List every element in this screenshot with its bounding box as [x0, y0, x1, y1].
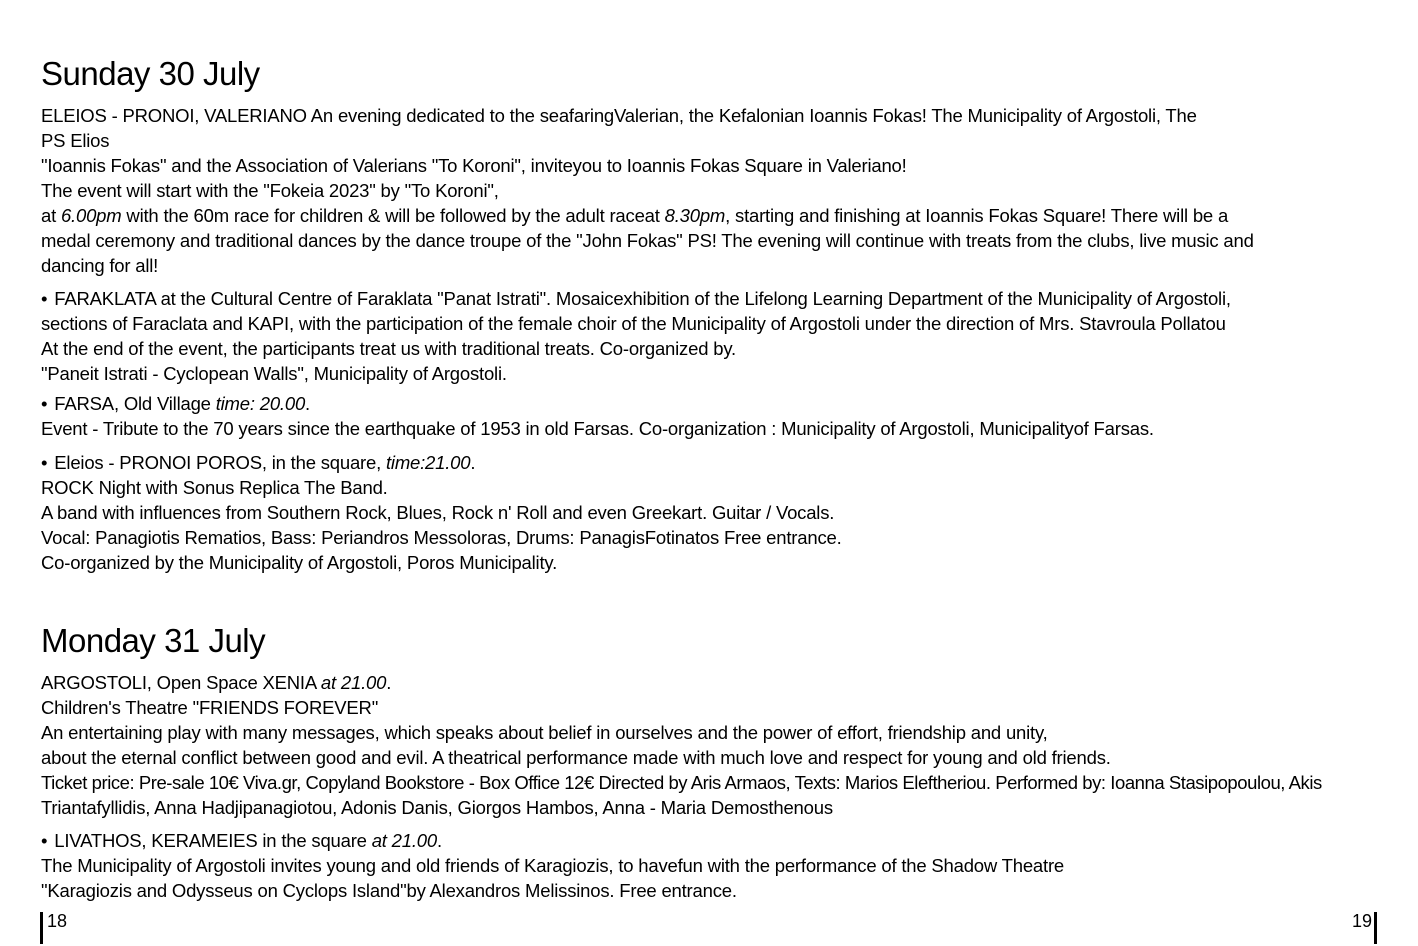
event-faraklata	[41, 286, 1260, 386]
punctuation: .	[436, 830, 442, 851]
event-farsa	[41, 391, 1260, 441]
livathos-time: at 21.00	[371, 830, 437, 851]
xenia-time: at 21.00	[320, 672, 387, 693]
event-line	[41, 203, 1260, 228]
event-line: Ticket price: Pre-sale 10€ Viva.gr, Copyland Bookstore - Box Office 12€ Directed by Aris Armaos, Texts: Marios Eleftheriou. Performed by: Ioanna Stasipopoulou, Akis	[41, 772, 1322, 793]
event-line: PS Elios	[41, 130, 110, 151]
event-line: about the eternal conflict between good and evil. A theatrical performance made with much love and respect for young and old friends.	[41, 747, 1111, 768]
event-line: Triantafyllidis, Anna Hadjipanagiotou, Adonis Danis, Giorgos Hambos, Anna - Maria Demosthenous	[41, 797, 833, 818]
event-line: Children's Theatre "FRIENDS FOREVER"	[41, 697, 379, 718]
event-line: dancing for all!	[41, 255, 159, 276]
page-marker-left	[40, 912, 43, 944]
event-line: Event - Tribute to the 70 years since the earthquake of 1953 in old Farsas. Co-organization : Municipality of Argostoli, Municipalityof Farsas.	[41, 418, 1154, 439]
race-time: 8.30pm	[664, 205, 726, 226]
punctuation: .	[470, 452, 476, 473]
event-line: "Karagiozis and Odysseus on Cyclops Island"by Alexandros Melissinos. Free entrance.	[41, 880, 737, 901]
race-text: , starting and finishing at Ioannis Fokas Square! There will be a	[725, 205, 1229, 226]
page-number-right: 19	[1352, 911, 1373, 931]
event-line: At the end of the event, the participants treat us with traditional treats. Co-organized by.	[41, 338, 736, 359]
event-line: • FARAKLATA at the Cultural Centre of Faraklata "Panat Istrati". Mosaicexhibition of the Lifelong Learning Department of the Municipality of Argostoli,	[41, 286, 1260, 311]
poros-time: time:21.00	[385, 452, 471, 473]
event-livathos	[41, 828, 1260, 903]
page-marker-right	[1374, 912, 1377, 944]
event-line: Co-organized by the Municipality of Argostoli, Poros Municipality.	[41, 552, 558, 573]
day-heading-sunday: Sunday 30 July	[41, 55, 260, 92]
event-line	[41, 828, 1260, 853]
livathos-text: LIVATHOS, KERAMEIES in the square	[54, 830, 372, 851]
race-text: at	[41, 205, 61, 226]
poros-text: Eleios - PRONOI POROS, in the square,	[54, 452, 386, 473]
event-line	[41, 670, 1410, 695]
event-line: Vocal: Panagiotis Rematios, Bass: Periandros Messoloras, Drums: PanagisFotinatos Free entrance.	[41, 527, 842, 548]
event-xenia	[41, 670, 1410, 820]
event-line	[41, 450, 1260, 475]
punctuation: .	[305, 393, 310, 414]
event-line: An entertaining play with many messages, which speaks about belief in ourselves and the power of effort, friendship and unity,	[41, 722, 1048, 743]
event-line: A band with influences from Southern Rock, Blues, Rock n' Roll and even Greekart. Guitar / Vocals.	[41, 502, 835, 523]
day-heading-monday: Monday 31 July	[41, 622, 266, 659]
event-line	[41, 391, 1260, 416]
event-line: "Ioannis Fokas" and the Association of Valerians "To Koroni", inviteyou to Ioannis Fokas Square in Valeriano!	[41, 155, 907, 176]
punctuation: .	[386, 672, 392, 693]
event-line: ELEIOS - PRONOI, VALERIANO An evening dedicated to the seafaringValerian, the Kefalonian Ioannis Fokas! The Municipality of Argostoli, The	[41, 105, 1197, 126]
event-line: "Paneit Istrati - Cyclopean Walls", Municipality of Argostoli.	[41, 363, 507, 384]
event-line: sections of Faraclata and KAPI, with the participation of the female choir of the Municipality of Argostoli under the direction of Mrs. Stavroula Pollatou	[41, 313, 1226, 334]
event-valeriano	[41, 103, 1260, 278]
event-line: The Municipality of Argostoli invites young and old friends of Karagiozis, to havefun with the performance of the Shadow Theatre	[41, 855, 1064, 876]
event-poros	[41, 450, 1260, 575]
event-line: ROCK Night with Sonus Replica The Band.	[41, 477, 388, 498]
farsa-text: FARSA, Old Village	[54, 393, 216, 414]
event-line: The event will start with the "Fokeia 2023" by "To Koroni",	[41, 180, 499, 201]
xenia-text: ARGOSTOLI, Open Space XENIA	[41, 672, 321, 693]
page-number-left: 18	[47, 911, 68, 931]
farsa-time: time: 20.00	[215, 393, 306, 414]
event-line: medal ceremony and traditional dances by the dance troupe of the "John Fokas" PS! The evening will continue with treats from the clubs, live music and	[41, 230, 1254, 251]
race-time: 6.00pm	[60, 205, 122, 226]
race-text: with the 60m race for children & will be followed by the adult raceat	[121, 205, 665, 226]
